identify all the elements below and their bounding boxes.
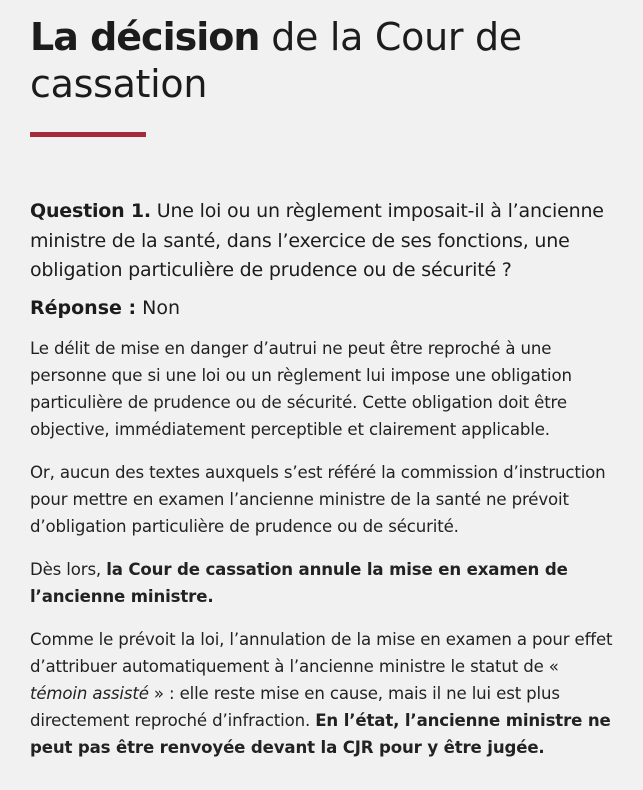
question-label: Question 1.: [30, 200, 151, 222]
section-title-strong: La décision: [30, 15, 260, 59]
answer-block: [30, 294, 617, 323]
paragraph-4-italic-term: témoin assisté: [30, 683, 149, 703]
paragraph-4-middle: » : elle reste mise en cause, mais il ne lui est plus directement reproché d’infraction.: [30, 683, 560, 730]
title-accent-bar: [30, 132, 146, 137]
paragraph-3-lead: Dès lors,: [30, 559, 107, 579]
paragraph-4: [30, 626, 617, 761]
section-title: [30, 14, 617, 108]
paragraph-4-lead: Comme le prévoit la loi, l’annulation de la mise en examen a pour effet d’attribuer automatiquement à l’ancienne ministre le statut de «: [30, 629, 613, 676]
paragraph-1: Le délit de mise en danger d’autrui ne peut être reproché à une personne que si une loi ou un règlement lui impose une obligation particulière de prudence ou de sécurité. Cette obligation doit être objective, immédiatement perceptible et clairement applicable.: [30, 338, 572, 439]
paragraph-4-emphasis: En l’état, l’ancienne ministre ne peut pas être renvoyée devant la CJR pour y être jugée.: [30, 710, 611, 757]
answer-label: Réponse :: [30, 296, 137, 319]
question-block: [30, 197, 617, 286]
section-title-rest: de la Cour de cassation: [30, 15, 522, 106]
question-text: Une loi ou un règlement imposait-il à l’ancienne ministre de la santé, dans l’exercice de ses fonctions, une obligation particulière de prudence ou de sécurité ?: [30, 200, 604, 281]
answer-value: Non: [136, 296, 181, 319]
paragraph-3-emphasis: la Cour de cassation annule la mise en examen de l’ancienne ministre.: [30, 559, 568, 606]
paragraph-2: Or, aucun des textes auxquels s’est référé la commission d’instruction pour mettre en examen l’ancienne ministre de la santé ne prévoit d’obligation particulière de prudence ou de sécurité.: [30, 462, 606, 536]
paragraph-3: [30, 556, 617, 610]
